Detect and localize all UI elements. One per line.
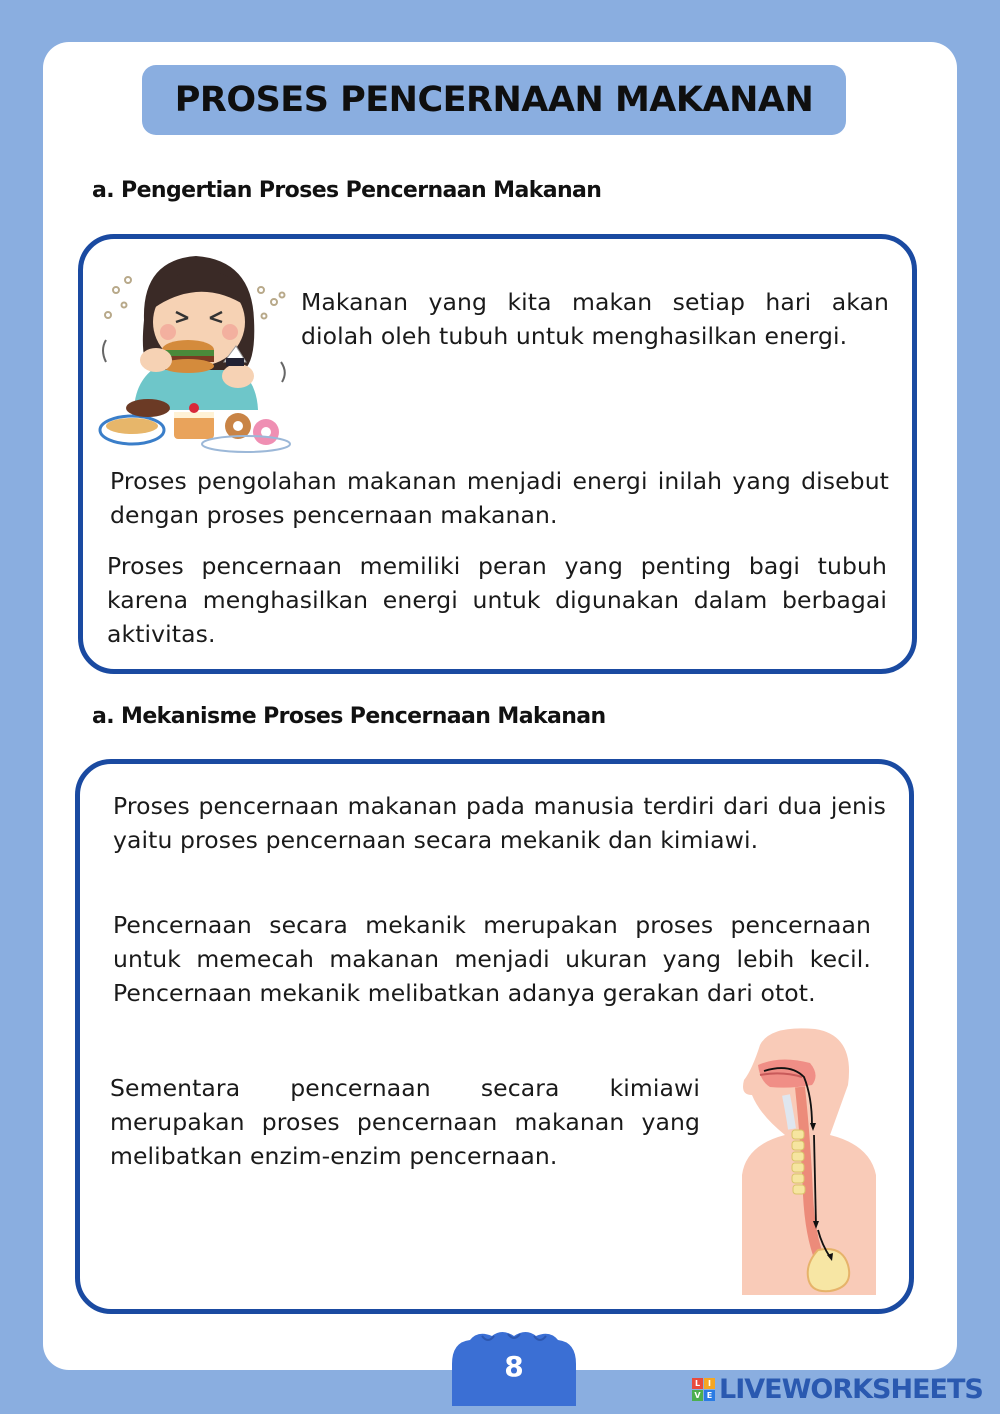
definition-paragraph: Proses pengolahan makanan menjadi energi inilah yang disebut dengan proses pencernaan makanan.: [110, 467, 889, 529]
brand-logo-letter: L: [692, 1378, 703, 1389]
section-heading-mechanism: a. Mekanisme Proses Pencernaan Makanan: [92, 704, 606, 729]
intro-paragraph: Makanan yang kita makan setiap hari akan diolah oleh tubuh untuk menghasilkan energi.: [301, 288, 889, 350]
page-number-badge: [444, 1330, 584, 1406]
page-title: PROSES PENCERNAAN MAKANAN: [174, 80, 814, 120]
brand-name: LIVEWORKSHEETS: [719, 1373, 983, 1405]
brand-logo-icon: [692, 1378, 715, 1401]
digestive-tract-illustration: [730, 1025, 880, 1300]
mechanical-paragraph: Pencernaan secara mekanik merupakan proses pencernaan untuk memecah makanan menjadi ukuran yang lebih kecil. Pencernaan mekanik melibatkan adanya gerakan dari otot.: [113, 911, 871, 1007]
liveworksheets-brand: [692, 1372, 983, 1406]
brand-logo-letter: I: [704, 1378, 715, 1389]
chemical-paragraph: Sementara pencernaan secara kimiawi merupakan proses pencernaan makanan yang melibatkan enzim-enzim pencernaan.: [110, 1074, 700, 1170]
role-paragraph: Proses pencernaan memiliki peran yang penting bagi tubuh karena menghasilkan energi untuk digunakan dalam berbagai aktivitas.: [107, 552, 887, 648]
brand-logo-letter: V: [692, 1390, 703, 1401]
section-heading-definition: a. Pengertian Proses Pencernaan Makanan: [92, 178, 602, 203]
types-paragraph: Proses pencernaan makanan pada manusia terdiri dari dua jenis yaitu proses pencernaan secara mekanik dan kimiawi.: [113, 792, 886, 854]
title-banner: [142, 65, 846, 135]
page-number: 8: [504, 1350, 524, 1383]
brand-logo-letter: E: [704, 1390, 715, 1401]
child-eating-illustration: [96, 250, 292, 458]
